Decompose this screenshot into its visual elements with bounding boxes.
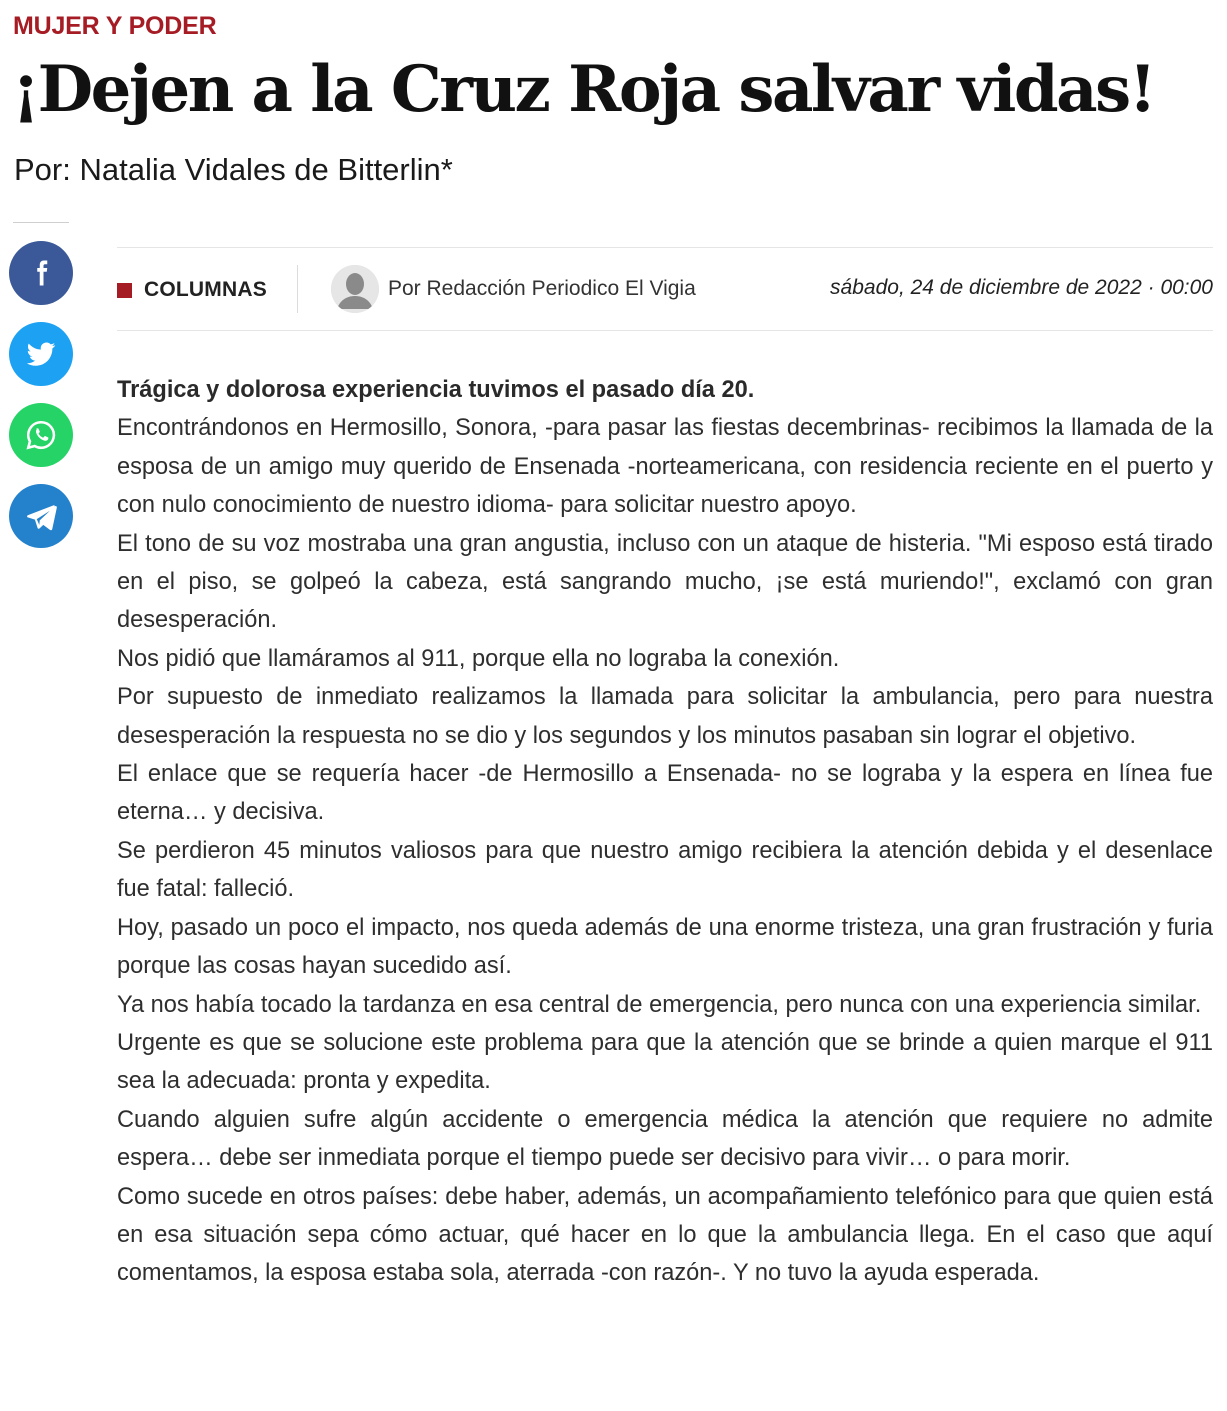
author-name: Por Redacción Periodico El Vigia: [388, 277, 696, 300]
telegram-icon: [24, 499, 58, 533]
twitter-icon: [24, 337, 58, 371]
section-kicker[interactable]: MUJER Y PODER: [13, 12, 217, 40]
share-bar: [9, 241, 73, 548]
share-telegram-button[interactable]: [9, 484, 73, 548]
article-paragraph: Se perdieron 45 minutos valiosos para que nuestro amigo recibiera la atención debida y el desenlace fue fatal: falleció.: [117, 837, 1213, 903]
article-paragraph: Urgente es que se solucione este problema para que la atención que se brinde a quien marque el 911 sea la adecuada: pronta y expedita.: [117, 1029, 1213, 1095]
avatar: [331, 265, 379, 313]
article-paragraph: Como sucede en otros países: debe haber, además, un acompañamiento telefónico para que quien está en esa situación sepa cómo actuar, qué hacer en lo que la ambulancia llega. En el caso que aquí comentamos, la esposa estaba sola, aterrada -con razón-. Y no tuvo la ayuda esperada.: [117, 1183, 1213, 1287]
article-paragraph: Ya nos había tocado la tardanza en esa central de emergencia, pero nunca con una experiencia similar.: [117, 991, 1202, 1018]
article-paragraph: Nos pidió que llamáramos al 911, porque ella no lograba la conexión.: [117, 645, 840, 672]
whatsapp-icon: [24, 418, 58, 452]
share-facebook-button[interactable]: [9, 241, 73, 305]
article-paragraph: Por supuesto de inmediato realizamos la llamada para solicitar la ambulancia, pero para nuestra desesperación la respuesta no se dio y los segundos y los minutos pasaban sin lograr el objetivo.: [117, 684, 1213, 749]
article-body: [117, 371, 1213, 1293]
category-link[interactable]: [117, 278, 267, 302]
article-paragraph: Encontrándonos en Hermosillo, Sonora, -para pasar las fiestas decembrinas- recibimos la llamada de la esposa de un amigo muy querido de Ensenada -norteamericana, con residencia reciente en el puerto y con nulo conocimiento de nuestro idioma- para solicitar nuestro apoyo.: [117, 415, 1213, 519]
article-meta-bar: [117, 247, 1213, 331]
article-paragraph: Trágica y dolorosa experiencia tuvimos el pasado día 20.: [117, 377, 755, 403]
article-paragraph: Hoy, pasado un poco el impacto, nos queda además de una enorme tristeza, una gran frustración y furia porque las cosas hayan sucedido así.: [117, 914, 1213, 980]
article-byline: Por: Natalia Vidales de Bitterlin*: [14, 152, 453, 187]
category-label: COLUMNAS: [144, 278, 267, 301]
article-paragraph: El tono de su voz mostraba una gran angustia, incluso con un ataque de histeria. "Mi esposo está tirado en el piso, se golpeó la cabeza, está sangrando mucho, ¡se está muriendo!", exclamó con gran desesperación.: [117, 530, 1213, 634]
article-headline: ¡Dejen a la Cruz Roja salvar vidas!: [12, 52, 1155, 127]
share-divider: [13, 222, 69, 223]
publish-date: sábado, 24 de diciembre de 2022 · 00:00: [830, 276, 1213, 299]
user-placeholder-icon: [331, 265, 379, 313]
category-square-icon: [117, 283, 132, 298]
facebook-icon: [26, 258, 56, 288]
share-twitter-button[interactable]: [9, 322, 73, 386]
author-link[interactable]: [331, 265, 696, 313]
article-paragraph: El enlace que se requería hacer -de Hermosillo a Ensenada- no se lograba y la espera en línea fue eterna… y decisiva.: [117, 761, 1213, 826]
share-whatsapp-button[interactable]: [9, 403, 73, 467]
article-paragraph: Cuando alguien sufre algún accidente o emergencia médica la atención que requiere no admite espera… debe ser inmediata porque el tiempo puede ser decisivo para vivir… o para morir.: [117, 1106, 1213, 1172]
meta-divider: [297, 265, 298, 313]
